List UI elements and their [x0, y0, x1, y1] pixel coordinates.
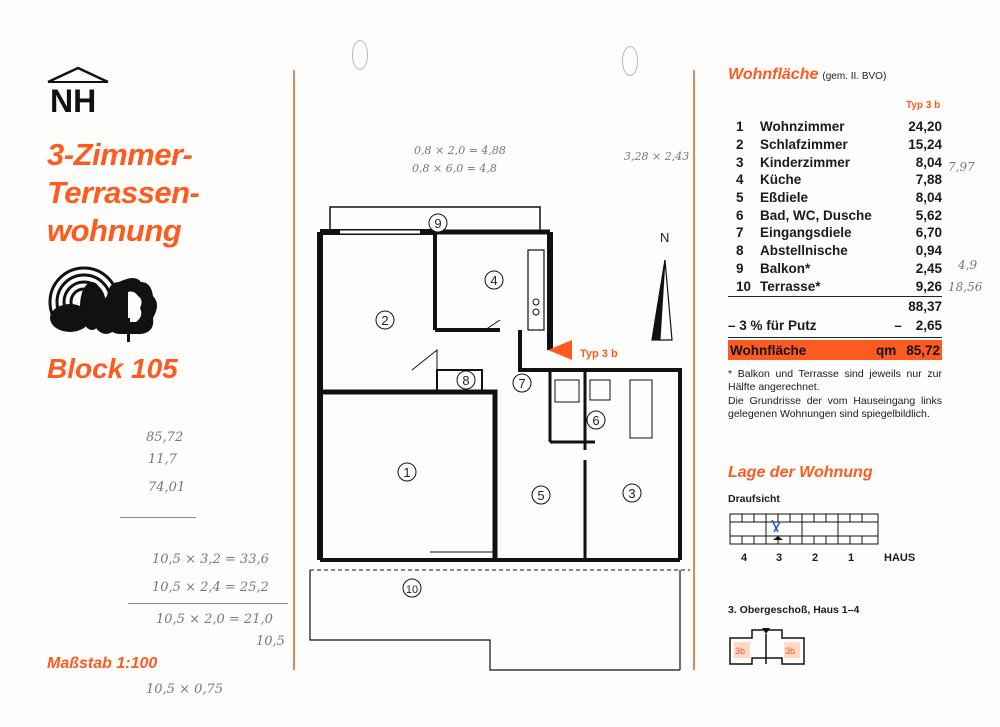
room-number: 4 — [490, 273, 498, 288]
room-area-cell: 5,62 — [915, 207, 942, 223]
wohnflaeche-subheading: (gem. II. BVO) — [822, 71, 887, 82]
room-name-cell: Kinderzimmer — [760, 154, 851, 170]
room-area-cell: 7,88 — [915, 172, 942, 188]
room-name-cell: Küche — [760, 172, 802, 188]
room-area-cell: 15,24 — [908, 137, 942, 153]
handwritten-note: 7,97 — [948, 160, 975, 174]
page-title — [47, 136, 199, 250]
total-value: 85,72 — [906, 342, 940, 358]
handwritten-note: 11,7 — [148, 452, 177, 467]
subtotal-row — [728, 299, 942, 314]
room-name-cell: Balkon* — [760, 260, 811, 276]
handwritten-note: 10,5 × 3,2 = 33,6 — [152, 552, 269, 567]
trees-illustration — [44, 262, 164, 347]
floor-label: 3. Obergeschoß, Haus 1–4 — [728, 604, 860, 616]
floor-plan — [300, 180, 700, 685]
room-area-cell: 8,04 — [915, 154, 942, 170]
room-number: 5 — [537, 488, 545, 503]
lage-heading: Lage der Wohnung — [728, 464, 873, 481]
floor-position-diagram — [728, 624, 808, 673]
wohnflaeche-heading: Wohnfläche (gem. II. BVO) — [728, 66, 887, 83]
room-name-cell: Eßdiele — [760, 190, 809, 206]
total-divider — [728, 337, 942, 338]
handwritten-note: 4,9 — [958, 258, 978, 272]
room-row — [728, 260, 942, 278]
handwritten-note: 3,28 × 2,43 — [624, 150, 690, 163]
handwritten-note: 10,5 × 0,75 — [146, 682, 224, 697]
room-row — [728, 171, 942, 189]
room-number: 7 — [518, 376, 526, 391]
house-number: 3 — [776, 552, 783, 564]
note-mirror: Die Grundrisse der vom Hauseingang links gelegenen Wohnungen sind spiegelbildlich. — [728, 395, 942, 420]
room-number-cell: 9 — [736, 260, 744, 276]
total-label: Wohnfläche — [730, 342, 807, 358]
room-row — [728, 118, 942, 136]
room-number-cell: 10 — [736, 278, 752, 294]
room-name-cell: Schlafzimmer — [760, 137, 848, 153]
unit-left-label: 3b — [735, 646, 746, 656]
room-area-cell: 0,94 — [915, 243, 942, 259]
room-number: 3 — [628, 486, 636, 501]
room-area-cell: 2,45 — [915, 260, 942, 276]
room-name-cell: Eingangsdiele — [760, 225, 852, 241]
punch-hole-left — [352, 40, 368, 70]
sum-divider — [728, 296, 942, 297]
type-marker-label: Typ 3 b — [580, 348, 618, 360]
handwritten-note: 0,8 × 6,0 = 4,8 — [412, 162, 497, 175]
deduction-row — [728, 318, 942, 333]
draufsicht-label: Draufsicht — [728, 493, 780, 505]
room-number: 6 — [592, 413, 600, 428]
draufsicht-diagram — [728, 510, 888, 551]
total-row — [728, 340, 942, 360]
room-area-cell: 6,70 — [915, 225, 942, 241]
room-area-cell: 8,04 — [915, 190, 942, 206]
block-number: Block 105 — [47, 353, 178, 384]
haus-label: HAUS — [884, 552, 916, 564]
room-row — [728, 189, 942, 207]
subtotal-value: 88,37 — [908, 299, 942, 314]
title-line-2: Terrassen- — [47, 175, 200, 210]
logo-text: NH — [50, 83, 97, 116]
house-number: 1 — [848, 552, 855, 564]
room-name-cell: Wohnzimmer — [760, 119, 845, 135]
total-unit: qm — [875, 342, 897, 358]
north-label: N — [660, 230, 670, 245]
deduction-value: 2,65 — [915, 318, 942, 333]
scale-label: Maßstab 1:100 — [47, 655, 158, 672]
room-area-cell: 9,26 — [915, 278, 942, 294]
house-number: 2 — [812, 552, 819, 564]
room-row — [728, 242, 942, 260]
nh-logo — [46, 66, 110, 121]
room-row — [728, 277, 942, 295]
room-number-cell: 4 — [736, 172, 744, 188]
handwritten-underline — [120, 517, 196, 518]
title-line-1: 3-Zimmer- — [47, 137, 193, 172]
room-name-cell: Bad, WC, Dusche — [760, 207, 872, 223]
handwritten-note: 0,8 × 2,0 = 4,88 — [414, 144, 506, 157]
room-number-cell: 8 — [736, 243, 744, 259]
handwritten-note: 10,5 × 2,4 = 25,2 — [152, 580, 269, 595]
left-divider — [293, 70, 295, 670]
note-balcony: * Balkon und Terrasse sind jeweils nur zur Hälfte angerechnet. — [728, 368, 942, 393]
room-area-cell: 24,20 — [908, 119, 942, 135]
room-area-table — [728, 118, 942, 295]
room-number: 10 — [405, 584, 419, 596]
unit-right-label: 3b — [785, 646, 796, 656]
room-number-cell: 3 — [736, 154, 744, 170]
title-line-3: wohnung — [47, 213, 182, 248]
handwritten-note: 85,72 — [146, 430, 184, 445]
room-name-cell: Terrasse* — [760, 278, 821, 294]
room-row — [728, 153, 942, 171]
room-number: 1 — [403, 465, 411, 480]
handwritten-underline — [128, 603, 288, 604]
room-number-cell: 6 — [736, 207, 744, 223]
punch-hole-right — [622, 46, 638, 76]
room-number: 8 — [462, 373, 470, 388]
room-row — [728, 136, 942, 154]
handwritten-note: 10,5 × 2,0 = 21,0 — [156, 612, 273, 627]
house-number: 4 — [741, 552, 748, 564]
handwritten-note: 18,56 — [948, 280, 983, 294]
room-number-cell: 2 — [736, 137, 744, 153]
handwritten-note: 74,01 — [148, 480, 186, 495]
room-number-cell: 1 — [736, 119, 744, 135]
room-number: 2 — [381, 313, 389, 328]
room-number-cell: 5 — [736, 190, 744, 206]
deduction-sign: – — [894, 318, 902, 333]
type-label: Typ 3 b — [906, 100, 941, 111]
deduction-label: – 3 % für Putz — [728, 318, 817, 333]
room-name-cell: Abstellnische — [760, 243, 848, 259]
room-number: 9 — [434, 216, 442, 231]
handwritten-note: 10,5 — [256, 634, 285, 649]
room-number-cell: 7 — [736, 225, 744, 241]
room-row — [728, 206, 942, 224]
room-row — [728, 224, 942, 242]
